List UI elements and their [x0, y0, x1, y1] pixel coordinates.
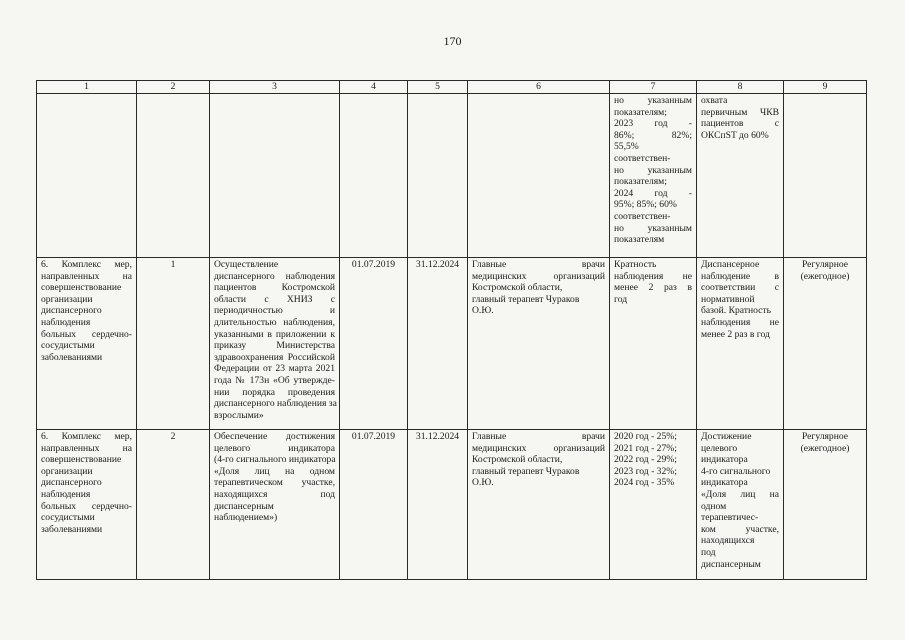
table-cell [137, 94, 210, 258]
cell-line: диспансерного [41, 477, 102, 489]
cell-line: «Доля лиц на [701, 488, 779, 500]
cell-line: ОКСпST до 60% [701, 129, 769, 141]
cell-line: находящихся [701, 535, 755, 547]
cell-line: пациентов с [701, 118, 779, 130]
cell-line: показателям; [614, 176, 667, 188]
cell-line: пациентов Костромской [214, 282, 335, 294]
cell-line: взрослыми» [214, 409, 264, 421]
cell-line: области с ХНИЗ с [214, 293, 335, 305]
cell-line: под [701, 546, 716, 558]
cell-line: показателям [614, 234, 665, 246]
cell-line: индикатора [701, 477, 748, 489]
cell-line: 86%; 82%; [614, 129, 692, 141]
cell-line: Костромской области, [472, 282, 563, 294]
column-header: 1 [37, 81, 137, 94]
cell-line: 6. Комплекс мер, [41, 431, 132, 442]
cell-line: 2022 год - 29%; [614, 454, 677, 466]
cell-line: менее 2 раз в год [701, 328, 770, 340]
activity-cell [210, 258, 340, 430]
frequency-cell [784, 430, 867, 580]
column-header: 3 [210, 81, 340, 94]
cell-line: Осуществление [214, 259, 279, 270]
cell-line: заболеваниями [41, 523, 103, 535]
cell-line: соответствен- [614, 210, 671, 222]
cell-line: медицинских организаций [472, 442, 605, 454]
measure-cell [37, 258, 137, 430]
cell-line: 6. Комплекс мер, [41, 259, 132, 270]
cell-line: сосудистыми [41, 340, 95, 352]
continuation-row [37, 94, 867, 258]
cell-line: совершенствование [41, 454, 122, 466]
table-row [37, 430, 867, 580]
cell-line: главный терапевт Чураков [472, 293, 580, 305]
frequency-cell [784, 258, 867, 430]
column-header: 8 [697, 81, 784, 94]
cell-line: 2024 год - [614, 187, 692, 199]
cell-line: сосудистыми [41, 512, 95, 524]
table-cell [210, 94, 340, 258]
cell-line: наблюдением») [214, 512, 278, 524]
start-date: 01.07.2019 [340, 258, 408, 430]
cell-line: индикатора [701, 454, 748, 466]
cell-line: 2021 год - 27%; [614, 442, 677, 454]
cell-line: Достижение [701, 431, 752, 442]
cell-line: наблюдение в [701, 270, 779, 282]
cell-line: наблюдения [41, 488, 91, 500]
cell-line: (4-го сигнального индикатора [214, 454, 336, 466]
cell-line: но указанным [614, 95, 692, 106]
cell-line: Главные врачи [472, 431, 605, 442]
cell-line: главный терапевт Чураков [472, 465, 580, 477]
page-number: 170 [443, 34, 462, 48]
result-cell [697, 94, 784, 258]
cell-line: организации [41, 465, 93, 477]
table-cell [37, 94, 137, 258]
cell-line: совершенствование [41, 282, 122, 294]
cell-line: 2023 год - [614, 118, 692, 130]
cell-line: диспансерного [41, 305, 102, 317]
cell-line: 2023 год - 32%; [614, 465, 677, 477]
cell-line: О.Ю. [472, 305, 494, 317]
cell-line: Обеспечение достижения [214, 431, 335, 442]
cell-line: заболеваниями [41, 351, 103, 363]
indicator-cell [610, 94, 697, 258]
measures-table [36, 80, 867, 580]
cell-line: Главные врачи [472, 259, 605, 270]
result-cell [697, 430, 784, 580]
item-number: 2 [137, 430, 210, 580]
cell-line: находящихся под [214, 488, 335, 500]
responsible-cell [468, 430, 610, 580]
cell-line: терапевтичес- [701, 512, 759, 524]
table-cell [408, 94, 468, 258]
cell-line: Костромской области, [472, 454, 563, 466]
cell-line: но указанным [614, 222, 692, 234]
cell-line: охвата [701, 95, 728, 106]
table-cell [468, 94, 610, 258]
cell-line: «Доля лиц на одном [214, 465, 335, 477]
column-header: 4 [340, 81, 408, 94]
cell-line: нии порядка проведения [214, 386, 335, 398]
cell-line: организации [41, 293, 93, 305]
cell-line: соответствии с [701, 282, 779, 294]
column-header: 7 [610, 81, 697, 94]
cell-line: 55,5% [614, 141, 639, 153]
cell-line: Регулярное [801, 259, 849, 270]
cell-line: 2020 год - 25%; [614, 431, 677, 442]
cell-line: направленных на [41, 270, 132, 282]
column-header: 5 [408, 81, 468, 94]
end-date: 31.12.2024 [408, 258, 468, 430]
cell-line: 95%; 85%; 60% [614, 199, 677, 211]
cell-line: Кратность [614, 259, 657, 270]
end-date: 31.12.2024 [408, 430, 468, 580]
table-cell [784, 94, 867, 258]
cell-line: диспансерного наблюдения [214, 270, 335, 282]
cell-line: (ежегодное) [800, 270, 850, 282]
cell-line: (ежегодное) [800, 442, 850, 454]
item-number: 1 [137, 258, 210, 430]
cell-line: менее 2 раз в [614, 282, 692, 294]
cell-line: наблюдения [41, 316, 91, 328]
cell-line: наблюдения не [701, 316, 779, 328]
cell-line: диспансерным [214, 500, 274, 512]
cell-line: 4-го сигнального [701, 465, 771, 477]
activity-cell [210, 430, 340, 580]
cell-line: направленных на [41, 442, 132, 454]
column-header: 2 [137, 81, 210, 94]
cell-line: приказу Министерства [214, 340, 335, 352]
cell-line: О.Ю. [472, 477, 494, 489]
cell-line: год [614, 293, 628, 305]
indicator-cell [610, 258, 697, 430]
result-cell [697, 258, 784, 430]
cell-line: целевого индикатора [214, 442, 335, 454]
cell-line: здравоохранения Российской [214, 351, 335, 363]
column-header: 9 [784, 81, 867, 94]
cell-line: ком участке, [701, 523, 779, 535]
cell-line: одном [701, 500, 727, 512]
cell-line: базой. Кратность [701, 305, 771, 317]
cell-line: соответствен- [614, 152, 671, 164]
cell-line: Федерации от 23 марта 2021 [214, 363, 335, 375]
cell-line: указанными в приложении к [214, 328, 335, 340]
responsible-cell [468, 258, 610, 430]
column-header-row [37, 81, 867, 94]
table-row [37, 258, 867, 430]
table-cell [340, 94, 408, 258]
cell-line: больных сердечно- [41, 500, 132, 512]
cell-line: медицинских организаций [472, 270, 605, 282]
cell-line: наблюдения не [614, 270, 692, 282]
cell-line: Регулярное [801, 431, 849, 442]
cell-line: диспансерным [701, 558, 761, 570]
measure-cell [37, 430, 137, 580]
indicator-cell [610, 430, 697, 580]
cell-line: длительностью наблюдения, [214, 316, 335, 328]
cell-line: Диспансерное [701, 259, 760, 270]
cell-line: периодичностью и [214, 305, 335, 317]
column-header: 6 [468, 81, 610, 94]
cell-line: 2024 год - 35% [614, 477, 675, 489]
cell-line: первичным ЧКВ [701, 106, 779, 118]
cell-line: целевого [701, 442, 738, 454]
cell-line: но указанным [614, 164, 692, 176]
cell-line: больных сердечно- [41, 328, 132, 340]
cell-line: терапевтическом участке, [214, 477, 335, 489]
start-date: 01.07.2019 [340, 430, 408, 580]
cell-line: нормативной [701, 293, 755, 305]
cell-line: диспансерного наблюдения за [214, 398, 337, 410]
cell-line: показателям; [614, 106, 667, 118]
cell-line: года № 173н «Об утвержде- [214, 374, 335, 386]
